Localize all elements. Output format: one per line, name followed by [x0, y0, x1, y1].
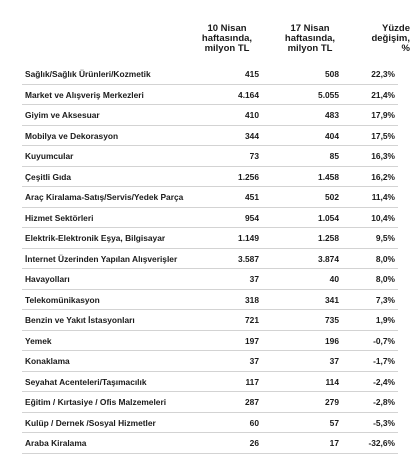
value-apr-17: 40: [329, 274, 339, 284]
value-apr-17: 57: [329, 417, 339, 428]
sector-name: Elektrik-Elektronik Eşya, Bilgisayar: [25, 233, 166, 243]
percent-change: 17,9%: [371, 110, 395, 120]
sector-name: Market ve Alışveriş Merkezleri: [25, 89, 144, 100]
value-apr-17: 1.258: [318, 233, 339, 243]
table-row: [22, 249, 398, 270]
value-apr-17: 37: [329, 356, 339, 366]
sector-name: Giyim ve Aksesuar: [25, 110, 100, 120]
sector-name: Yemek: [25, 335, 52, 346]
sector-name: Araç Kiralama-Satış/Servis/Yedek Parça: [25, 192, 184, 202]
value-apr-10: 117: [245, 376, 259, 387]
value-apr-10: 1.256: [238, 171, 259, 182]
percent-change: 1,9%: [375, 315, 395, 325]
percent-change: -2,8%: [373, 397, 395, 407]
percent-change: 10,4%: [371, 212, 395, 223]
value-apr-10: 410: [245, 110, 259, 120]
header-percent-change: Yüzde değişim, %: [371, 23, 410, 54]
table-row: [22, 269, 398, 290]
value-apr-10: 287: [245, 397, 259, 407]
sector-name: Telekomünikasyon: [25, 294, 100, 305]
table-row: [22, 392, 398, 413]
table-row: [22, 187, 398, 208]
value-apr-17: 341: [325, 294, 339, 305]
sector-name: Seyahat Acenteleri/Taşımacılık: [25, 376, 147, 387]
value-apr-10: 26: [249, 438, 259, 448]
value-apr-10: 721: [245, 315, 259, 325]
table-row: [22, 85, 398, 106]
percent-change: -2,4%: [373, 376, 395, 387]
table-row: [22, 372, 398, 393]
header-week-apr-17: 17 Nisan haftasında, milyon TL: [284, 23, 336, 54]
percent-change: -0,7%: [373, 335, 395, 346]
sector-name: İnternet Üzerinden Yapılan Alışverişler: [25, 253, 178, 264]
value-apr-10: 37: [249, 356, 259, 366]
percent-change: -5,3%: [373, 417, 395, 428]
percent-change: 8,0%: [375, 253, 395, 264]
sector-name: Araba Kiralama: [25, 438, 87, 448]
table-row: [22, 146, 398, 167]
value-apr-17: 85: [329, 151, 339, 161]
table-row: [22, 167, 398, 188]
percent-change: 7,3%: [375, 294, 395, 305]
sector-name: Hizmet Sektörleri: [25, 212, 94, 223]
table-row: [22, 433, 398, 454]
percent-change: 9,5%: [375, 233, 395, 243]
header-week-apr-10: 10 Nisan haftasında, milyon TL: [201, 23, 253, 54]
percent-change: 16,2%: [371, 171, 395, 182]
table-row: [22, 105, 398, 126]
value-apr-10: 415: [245, 69, 259, 79]
value-apr-17: 279: [325, 397, 339, 407]
value-apr-10: 73: [249, 151, 259, 161]
value-apr-17: 196: [325, 335, 339, 346]
table-row: [22, 208, 398, 229]
table-row: [22, 310, 398, 331]
sector-name: Benzin ve Yakıt İstasyonları: [25, 315, 135, 325]
percent-change: 22,3%: [371, 69, 395, 79]
sector-name: Eğitim / Kırtasiye / Ofis Malzemeleri: [25, 397, 167, 407]
sector-name: Sağlık/Sağlık Ürünleri/Kozmetik: [25, 69, 151, 79]
percent-change: 17,5%: [371, 130, 395, 141]
value-apr-10: 1.149: [238, 233, 259, 243]
value-apr-10: 37: [249, 274, 259, 284]
value-apr-10: 60: [249, 417, 259, 428]
value-apr-17: 404: [325, 130, 339, 141]
value-apr-17: 1.054: [318, 212, 339, 223]
percent-change: -1,7%: [373, 356, 395, 366]
value-apr-17: 114: [325, 376, 339, 387]
sector-name: Çeşitli Gıda: [25, 171, 72, 182]
table-row: [22, 351, 398, 372]
value-apr-10: 197: [245, 335, 259, 346]
value-apr-17: 483: [325, 110, 339, 120]
table-row: [22, 64, 398, 85]
percent-change: 16,3%: [371, 151, 395, 161]
value-apr-17: 508: [325, 69, 339, 79]
value-apr-10: 3.587: [238, 253, 259, 264]
sector-name: Havayolları: [25, 274, 70, 284]
value-apr-17: 3.874: [318, 253, 339, 264]
table-row: [22, 228, 398, 249]
table-row: [22, 126, 398, 147]
value-apr-17: 735: [325, 315, 339, 325]
percent-change: -32,6%: [368, 438, 395, 448]
percent-change: 8,0%: [375, 274, 395, 284]
sector-name: Konaklama: [25, 356, 70, 366]
table-body: [22, 64, 398, 454]
value-apr-10: 318: [245, 294, 259, 305]
value-apr-17: 1.458: [318, 171, 339, 182]
value-apr-10: 4.164: [238, 89, 259, 100]
sector-name: Kulüp / Dernek /Sosyal Hizmetler: [25, 417, 156, 428]
table-header: [0, 24, 413, 64]
sector-name: Mobilya ve Dekorasyon: [25, 130, 119, 141]
value-apr-10: 954: [245, 212, 259, 223]
value-apr-17: 17: [329, 438, 339, 448]
value-apr-10: 451: [245, 192, 259, 202]
table-row: [22, 331, 398, 352]
value-apr-17: 502: [325, 192, 339, 202]
percent-change: 21,4%: [371, 89, 395, 100]
percent-change: 11,4%: [371, 192, 395, 202]
value-apr-17: 5.055: [318, 89, 339, 100]
table-row: [22, 413, 398, 434]
table-row: [22, 290, 398, 311]
sector-name: Kuyumcular: [25, 151, 74, 161]
value-apr-10: 344: [245, 130, 259, 141]
